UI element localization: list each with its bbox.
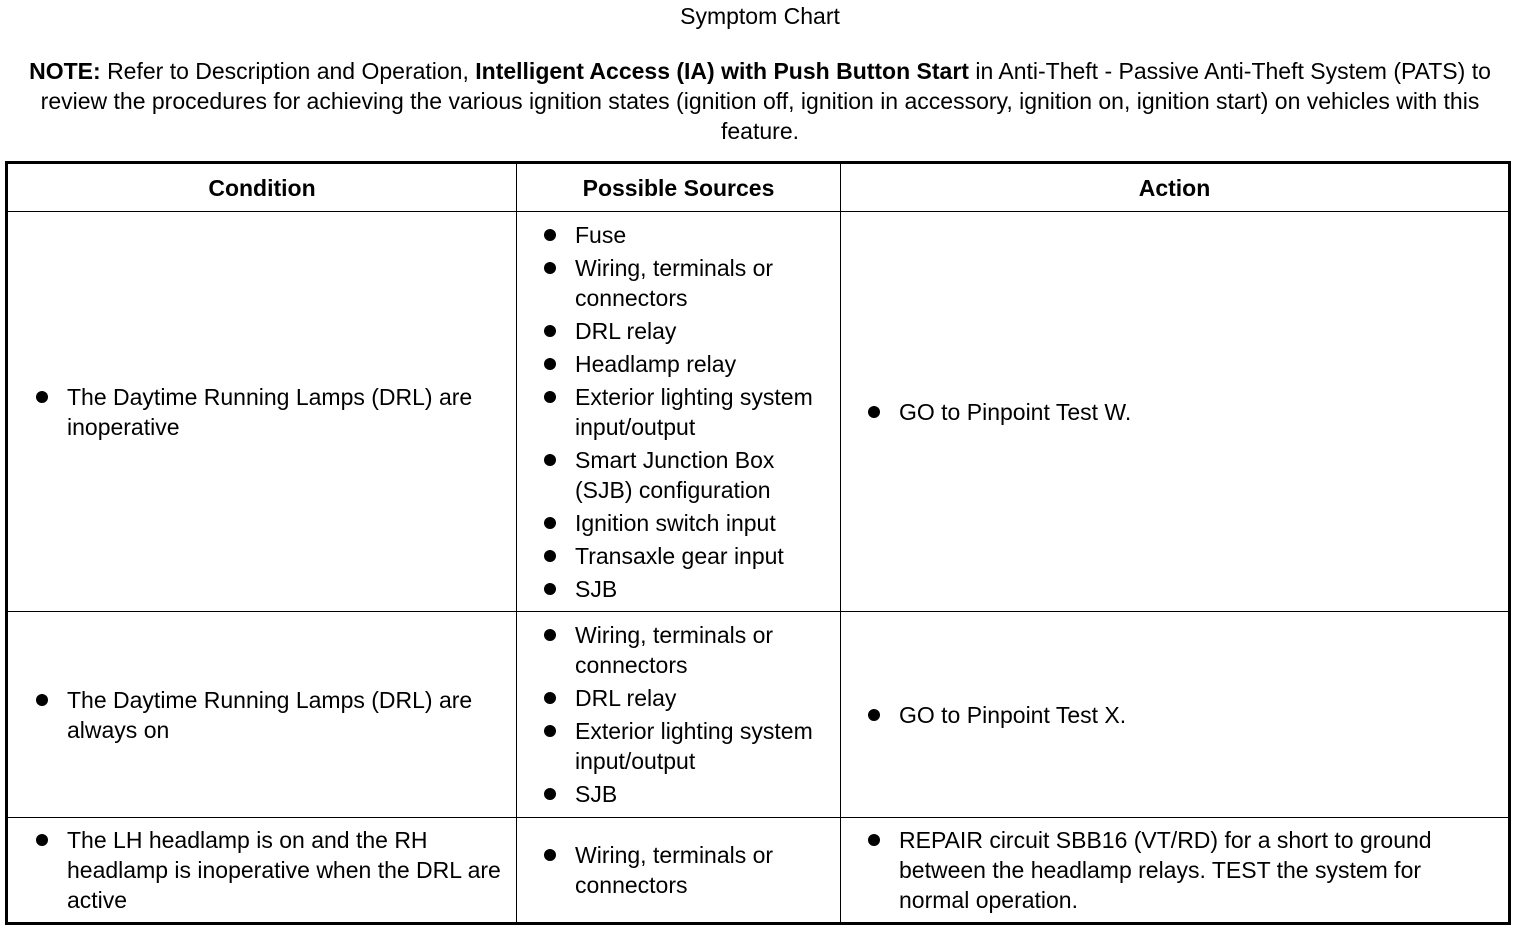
table-row bbox=[7, 818, 1510, 924]
list-item bbox=[517, 779, 840, 809]
list-item bbox=[517, 445, 840, 505]
list-item bbox=[841, 700, 1508, 730]
bullet-icon bbox=[36, 391, 48, 403]
sources-cell bbox=[517, 818, 841, 924]
action-text: REPAIR circuit SBB16 (VT/RD) for a short to ground between the headlamp relays. TEST the system for normal operation. bbox=[899, 827, 1432, 913]
list-item bbox=[517, 574, 840, 604]
condition-text: The Daytime Running Lamps (DRL) are always on bbox=[67, 686, 473, 743]
table-row bbox=[7, 612, 1510, 818]
bullet-icon bbox=[544, 692, 556, 704]
list-item bbox=[517, 382, 840, 442]
action-text: GO to Pinpoint Test X. bbox=[899, 701, 1127, 728]
note-text-after: in Anti-Theft - Passive Anti-Theft System (PATS) to review the procedures for achieving the various ignition states (ignition off, ignition in accessory, ignition on, ignition start) on vehicles with this feature. bbox=[40, 58, 1491, 144]
source-text: Wiring, terminals or connectors bbox=[575, 842, 774, 898]
action-cell bbox=[841, 612, 1510, 818]
bullet-icon bbox=[544, 583, 556, 595]
list-item bbox=[517, 620, 840, 680]
source-text: DRL relay bbox=[575, 317, 677, 344]
source-text: Fuse bbox=[575, 221, 627, 248]
header-row bbox=[7, 163, 1510, 212]
source-text: Exterior lighting system input/output bbox=[575, 383, 813, 440]
header-condition: Condition bbox=[7, 163, 517, 212]
source-text: Transaxle gear input bbox=[575, 542, 784, 569]
sources-cell bbox=[517, 212, 841, 612]
source-text: Wiring, terminals or connectors bbox=[575, 254, 774, 311]
action-cell bbox=[841, 818, 1510, 924]
header-possible-sources: Possible Sources bbox=[517, 163, 841, 212]
bullet-icon bbox=[544, 325, 556, 337]
condition-cell bbox=[7, 612, 517, 818]
list-item bbox=[8, 825, 516, 915]
list-item bbox=[517, 316, 840, 346]
bullet-icon bbox=[544, 550, 556, 562]
bullet-icon bbox=[544, 517, 556, 529]
note-bold-text: Intelligent Access (IA) with Push Button Start bbox=[475, 58, 969, 84]
bullet-icon bbox=[544, 849, 556, 861]
source-text: DRL relay bbox=[575, 685, 677, 711]
condition-cell bbox=[7, 818, 517, 924]
sources-cell bbox=[517, 612, 841, 818]
source-text: SJB bbox=[575, 575, 618, 602]
bullet-icon bbox=[544, 358, 556, 370]
source-text: Smart Junction Box (SJB) configuration bbox=[575, 446, 775, 503]
list-item bbox=[517, 716, 840, 776]
bullet-icon bbox=[544, 454, 556, 466]
bullet-icon bbox=[868, 709, 880, 721]
list-item bbox=[517, 840, 840, 900]
source-text: Wiring, terminals or connectors bbox=[575, 622, 774, 678]
action-cell bbox=[841, 212, 1510, 612]
list-item bbox=[8, 382, 516, 442]
bullet-icon bbox=[544, 725, 556, 737]
bullet-icon bbox=[544, 788, 556, 800]
list-item bbox=[517, 508, 840, 538]
list-item bbox=[841, 825, 1508, 915]
note-text-before: Refer to Description and Operation, bbox=[107, 58, 469, 84]
source-text: Headlamp relay bbox=[575, 350, 737, 377]
bullet-icon bbox=[544, 229, 556, 241]
bullet-icon bbox=[36, 694, 48, 706]
condition-text: The LH headlamp is on and the RH headlamp is inoperative when the DRL are active bbox=[67, 827, 501, 913]
bullet-icon bbox=[544, 629, 556, 641]
note bbox=[8, 56, 1512, 146]
bullet-icon bbox=[544, 391, 556, 403]
bullet-icon bbox=[36, 834, 48, 846]
source-text: Exterior lighting system input/output bbox=[575, 718, 813, 774]
list-item bbox=[517, 349, 840, 379]
source-text: SJB bbox=[575, 781, 618, 807]
list-item bbox=[8, 685, 516, 745]
list-item bbox=[517, 683, 840, 713]
note-label: NOTE: bbox=[29, 58, 101, 84]
action-text: GO to Pinpoint Test W. bbox=[899, 398, 1132, 425]
list-item bbox=[517, 541, 840, 571]
chart-title: Symptom Chart bbox=[680, 3, 840, 29]
list-item bbox=[517, 220, 840, 250]
table-row bbox=[7, 212, 1510, 612]
source-text: Ignition switch input bbox=[575, 509, 776, 536]
header-action: Action bbox=[841, 163, 1510, 212]
bullet-icon bbox=[868, 406, 880, 418]
list-item bbox=[841, 397, 1508, 427]
bullet-icon bbox=[544, 262, 556, 274]
symptom-table bbox=[5, 161, 1511, 925]
list-item bbox=[517, 253, 840, 313]
condition-cell bbox=[7, 212, 517, 612]
condition-text: The Daytime Running Lamps (DRL) are inoperative bbox=[67, 383, 473, 440]
bullet-icon bbox=[868, 834, 880, 846]
